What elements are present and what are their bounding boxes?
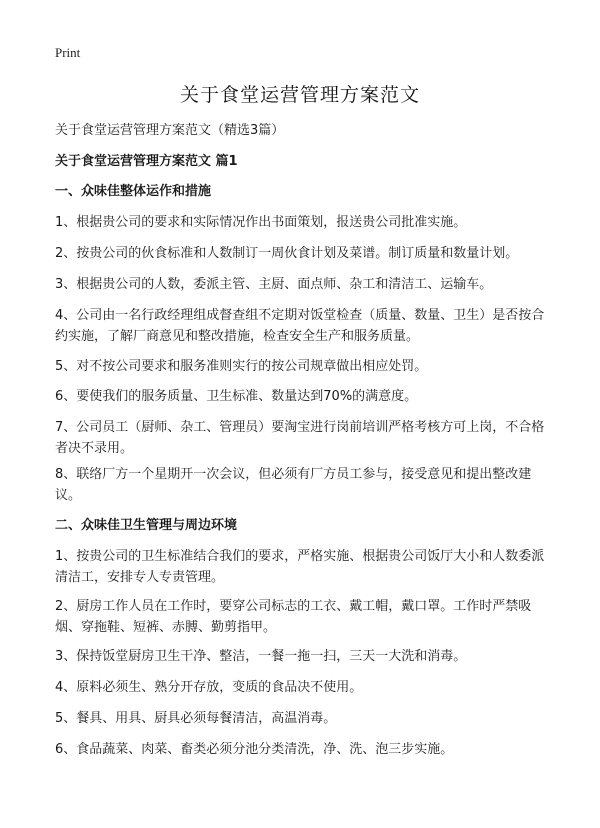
list-item: 6、要使我们的服务质量、卫生标准、数量达到70%的满意度。 — [55, 389, 418, 404]
list-item: 5、餐具、用具、厨具必须每餐清洁，高温消毒。 — [55, 711, 337, 726]
document-title: 关于食堂运营管理方案范文 — [179, 84, 420, 106]
list-item: 1、根据贵公司的要求和实际情况作出书面策划，报送贵公司批准实施。 — [55, 215, 467, 230]
print-link[interactable]: Print — [55, 45, 81, 60]
heading-section-1: 一、众味佳整体运作和措施 — [55, 184, 212, 199]
list-item: 6、食品蔬菜、肉菜、畜类必须分池分类清洗，净、洗、泡三步实施。 — [55, 742, 454, 757]
section-title: 关于食堂运营管理方案范文 篇1 — [55, 154, 238, 169]
list-item: 5、对不按公司要求和服务准则实行的按公司规章做出相应处罚。 — [55, 359, 428, 374]
list-item: 7、公司员工（厨师、杂工、管理员）要淘宝进行岗前培训严格考核方可上岗，不合格者决不录用。 — [55, 420, 545, 456]
heading-section-2: 二、众味佳卫生管理与周边环境 — [55, 518, 238, 533]
list-item: 3、保持饭堂厨房卫生干净、整洁，一餐一拖一扫，三天一大洗和消毒。 — [55, 649, 467, 664]
list-item: 1、按贵公司的卫生标准结合我们的要求，严格实施、根据贵公司饭厅大小和人数委派清洁工，安排专人专责管理。 — [55, 549, 545, 585]
list-item: 4、公司由一名行政经理组成督查组不定期对饭堂检查（质量、数量、卫生）是否按合约实施，了解厂商意见和整改措施，检查安全生产和服务质量。 — [55, 308, 545, 344]
list-item: 2、厨房工作人员在工作时，要穿公司标志的工衣、戴工帽，戴口罩。工作时严禁吸烟、穿拖鞋、短裤、赤膊、勤剪指甲。 — [55, 599, 532, 635]
list-item: 3、根据贵公司的人数，委派主管、主厨、面点师、杂工和清洁工、运输车。 — [55, 277, 493, 292]
list-item: 4、原料必须生、熟分开存放，变质的食品决不使用。 — [55, 680, 363, 695]
document-subtitle: 关于食堂运营管理方案范文（精选3篇） — [55, 123, 285, 138]
list-item: 8、联络厂方一个星期开一次会议，但必须有厂方员工参与，接受意见和提出整改建议。 — [55, 467, 532, 503]
list-item: 2、按贵公司的伙食标准和人数制订一周伙食计划及菜谱。制订质量和数量计划。 — [55, 246, 519, 261]
